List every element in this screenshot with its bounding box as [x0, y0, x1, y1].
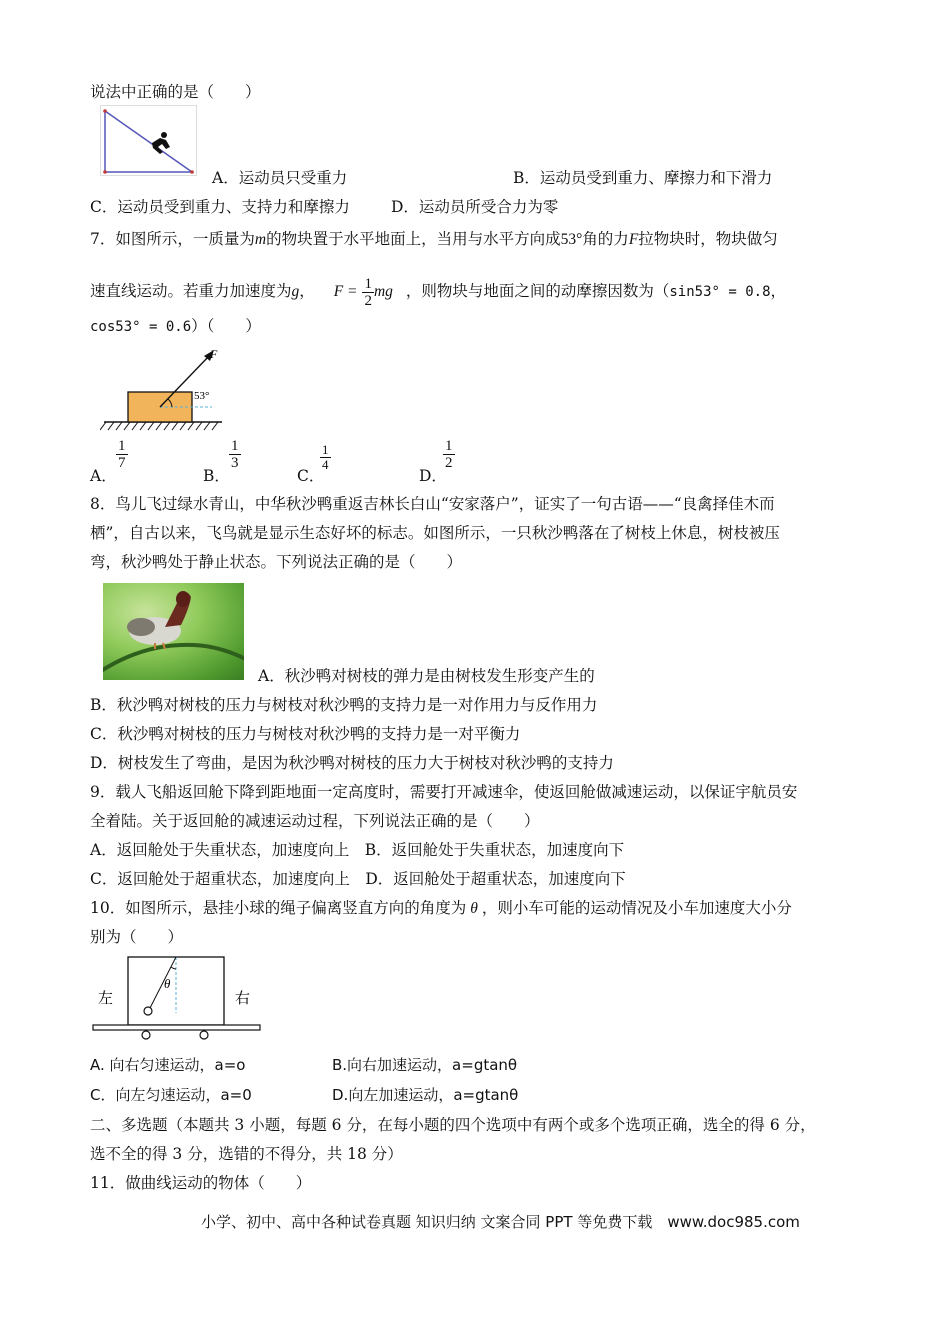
q7-option-c-prefix: C．: [297, 467, 325, 485]
fig-left-label: 左: [98, 989, 114, 1007]
q8-option-c: C．秋沙鸭对树枝的压力与树枝对秋沙鸭的支持力是一对平衡力: [90, 725, 521, 743]
q10-option-b: B.向右加速运动，a=gtanθ: [332, 1056, 518, 1074]
section2-line2: 选不全的得 3 分，选错的不得分，共 18 分）: [90, 1145, 403, 1163]
q7-text-1a: 7．如图所示，一质量为: [90, 230, 255, 248]
q7-line2: [90, 274, 786, 309]
q7-var-F: F: [628, 231, 639, 248]
q7-tail: ）（ ）: [191, 317, 261, 335]
q7-option-a-value: $\frac{1}{7}$: [118, 438, 126, 471]
skier-icon: [152, 132, 170, 154]
q7-text-2c: ，则物块与地面之间的动摩擦因数为（: [405, 282, 670, 300]
q7-option-d-value: $\frac{1}{2}$: [445, 438, 453, 471]
cart-pendulum-figure: [90, 953, 265, 1043]
q9-options-ab: A．返回舱处于失重状态，加速度向上 B．返回舱处于失重状态，加速度向下: [90, 841, 625, 859]
q10-theta: θ: [470, 900, 478, 917]
q8-option-d: D．树枝发生了弯曲，是因为秋沙鸭对树枝的压力大于树枝对秋沙鸭的支持力: [90, 754, 614, 772]
q6-option-c: C．运动员受到重力、支持力和摩擦力: [90, 198, 350, 216]
q7-option-b-prefix: B．: [203, 467, 230, 485]
q8-option-b: B．秋沙鸭对树枝的压力与树枝对秋沙鸭的支持力是一对作用力与反作用力: [90, 696, 598, 714]
q7-line1: [90, 229, 778, 250]
q7-text-1d: 拉物块时，物块做匀: [638, 230, 778, 248]
q7-sin: sin53° = 0.8: [669, 284, 771, 300]
q6-option-a: A．运动员只受重力: [212, 169, 348, 187]
q10-line2: 别为（ ）: [90, 928, 184, 946]
q7-f-fraction: $\frac{1}{2}$: [364, 275, 372, 309]
block-force-figure: [100, 345, 240, 435]
section2-line1: 二、多选题（本题共 3 小题，每题 6 分，在每小题的四个选项中有两个或多个选项正确，选全的得 6 分，: [90, 1116, 816, 1134]
q10-option-c: C．向左匀速运动，a=0: [90, 1086, 252, 1104]
q10-text-1a: 10．如图所示，悬挂小球的绳子偏离竖直方向的角度为: [90, 899, 467, 917]
fig-label-F: F: [210, 347, 218, 361]
q8-line2: 栖”，自古以来，飞鸟就是显示生态好坏的标志。如图所示，一只秋沙鸭落在了树枝上休息，树枝被压: [90, 524, 780, 542]
fig-right-label: 右: [235, 989, 251, 1007]
q7-option-d-prefix: D．: [419, 467, 447, 485]
q7-var-m: m: [254, 231, 267, 248]
q7-line3: [90, 316, 261, 337]
q7-f-rhs: mg: [373, 283, 393, 300]
duck-on-branch-photo: [103, 583, 244, 680]
q6-option-b: B．运动员受到重力、摩擦力和下滑力: [513, 169, 773, 187]
q10-text-1b: ，则小车可能的运动情况及小车加速度大小分: [481, 899, 792, 917]
fig-label-53: 53°: [194, 390, 210, 402]
q7-text-2b: ，: [299, 282, 315, 300]
duck-icon: [103, 583, 244, 680]
q9-options-cd: C．返回舱处于超重状态，加速度向上 D．返回舱处于超重状态，加速度向下: [90, 870, 626, 888]
q10-line1: [90, 898, 792, 919]
q9-line1: 9．载人飞船返回舱下降到距地面一定高度时，需要打开减速伞，使返回舱做减速运动，以保证宇航员安: [90, 783, 798, 801]
q7-var-g: g: [291, 283, 300, 300]
q6-stem: 说法中正确的是（ ）: [90, 83, 261, 101]
q7-option-b-value: $\frac{1}{3}$: [231, 438, 239, 471]
q7-text-2a: 速直线运动。若重力加速度为: [90, 282, 292, 300]
q8-line3: 弯，秋沙鸭处于静止状态。下列说法正确的是（ ）: [90, 553, 463, 571]
q7-f-lhs: F =: [333, 283, 358, 300]
slope-skier-figure: [100, 105, 200, 180]
footer-text: 小学、初中、高中各种试卷真题 知识归纳 文案合同 PPT 等免费下载 www.doc985.com: [201, 1213, 800, 1231]
q7-text-1c: 角的力: [582, 230, 629, 248]
q7-comma: ，: [770, 282, 787, 300]
q8-line1: 8．鸟儿飞过绿水青山，中华秋沙鸭重返吉林长白山“安家落户”，证实了一句古语——“良禽择佳木而: [90, 495, 775, 513]
q6-option-d: D．运动员所受合力为零: [391, 198, 559, 216]
q7-option-c-value: $\frac{1}{4}$: [322, 442, 329, 472]
q10-option-d: D.向左加速运动，a=gtanθ: [332, 1086, 519, 1104]
q7-text-1b: 的物块置于水平地面上，当用与水平方向成: [266, 230, 561, 248]
q7-option-a-prefix: A．: [90, 467, 117, 485]
q9-line2: 全着陆。关于返回舱的减速运动过程，下列说法正确的是（ ）: [90, 812, 540, 830]
q7-cos: cos53° = 0.6: [90, 319, 192, 335]
q10-option-a: A. 向右匀速运动，a=o: [90, 1056, 246, 1074]
fig-theta: θ: [164, 976, 171, 991]
q8-option-a: A．秋沙鸭对树枝的弹力是由树枝发生形变产生的: [258, 667, 595, 685]
q11-stem: 11．做曲线运动的物体（ ）: [90, 1174, 312, 1192]
q7-angle: 53°: [560, 231, 583, 248]
